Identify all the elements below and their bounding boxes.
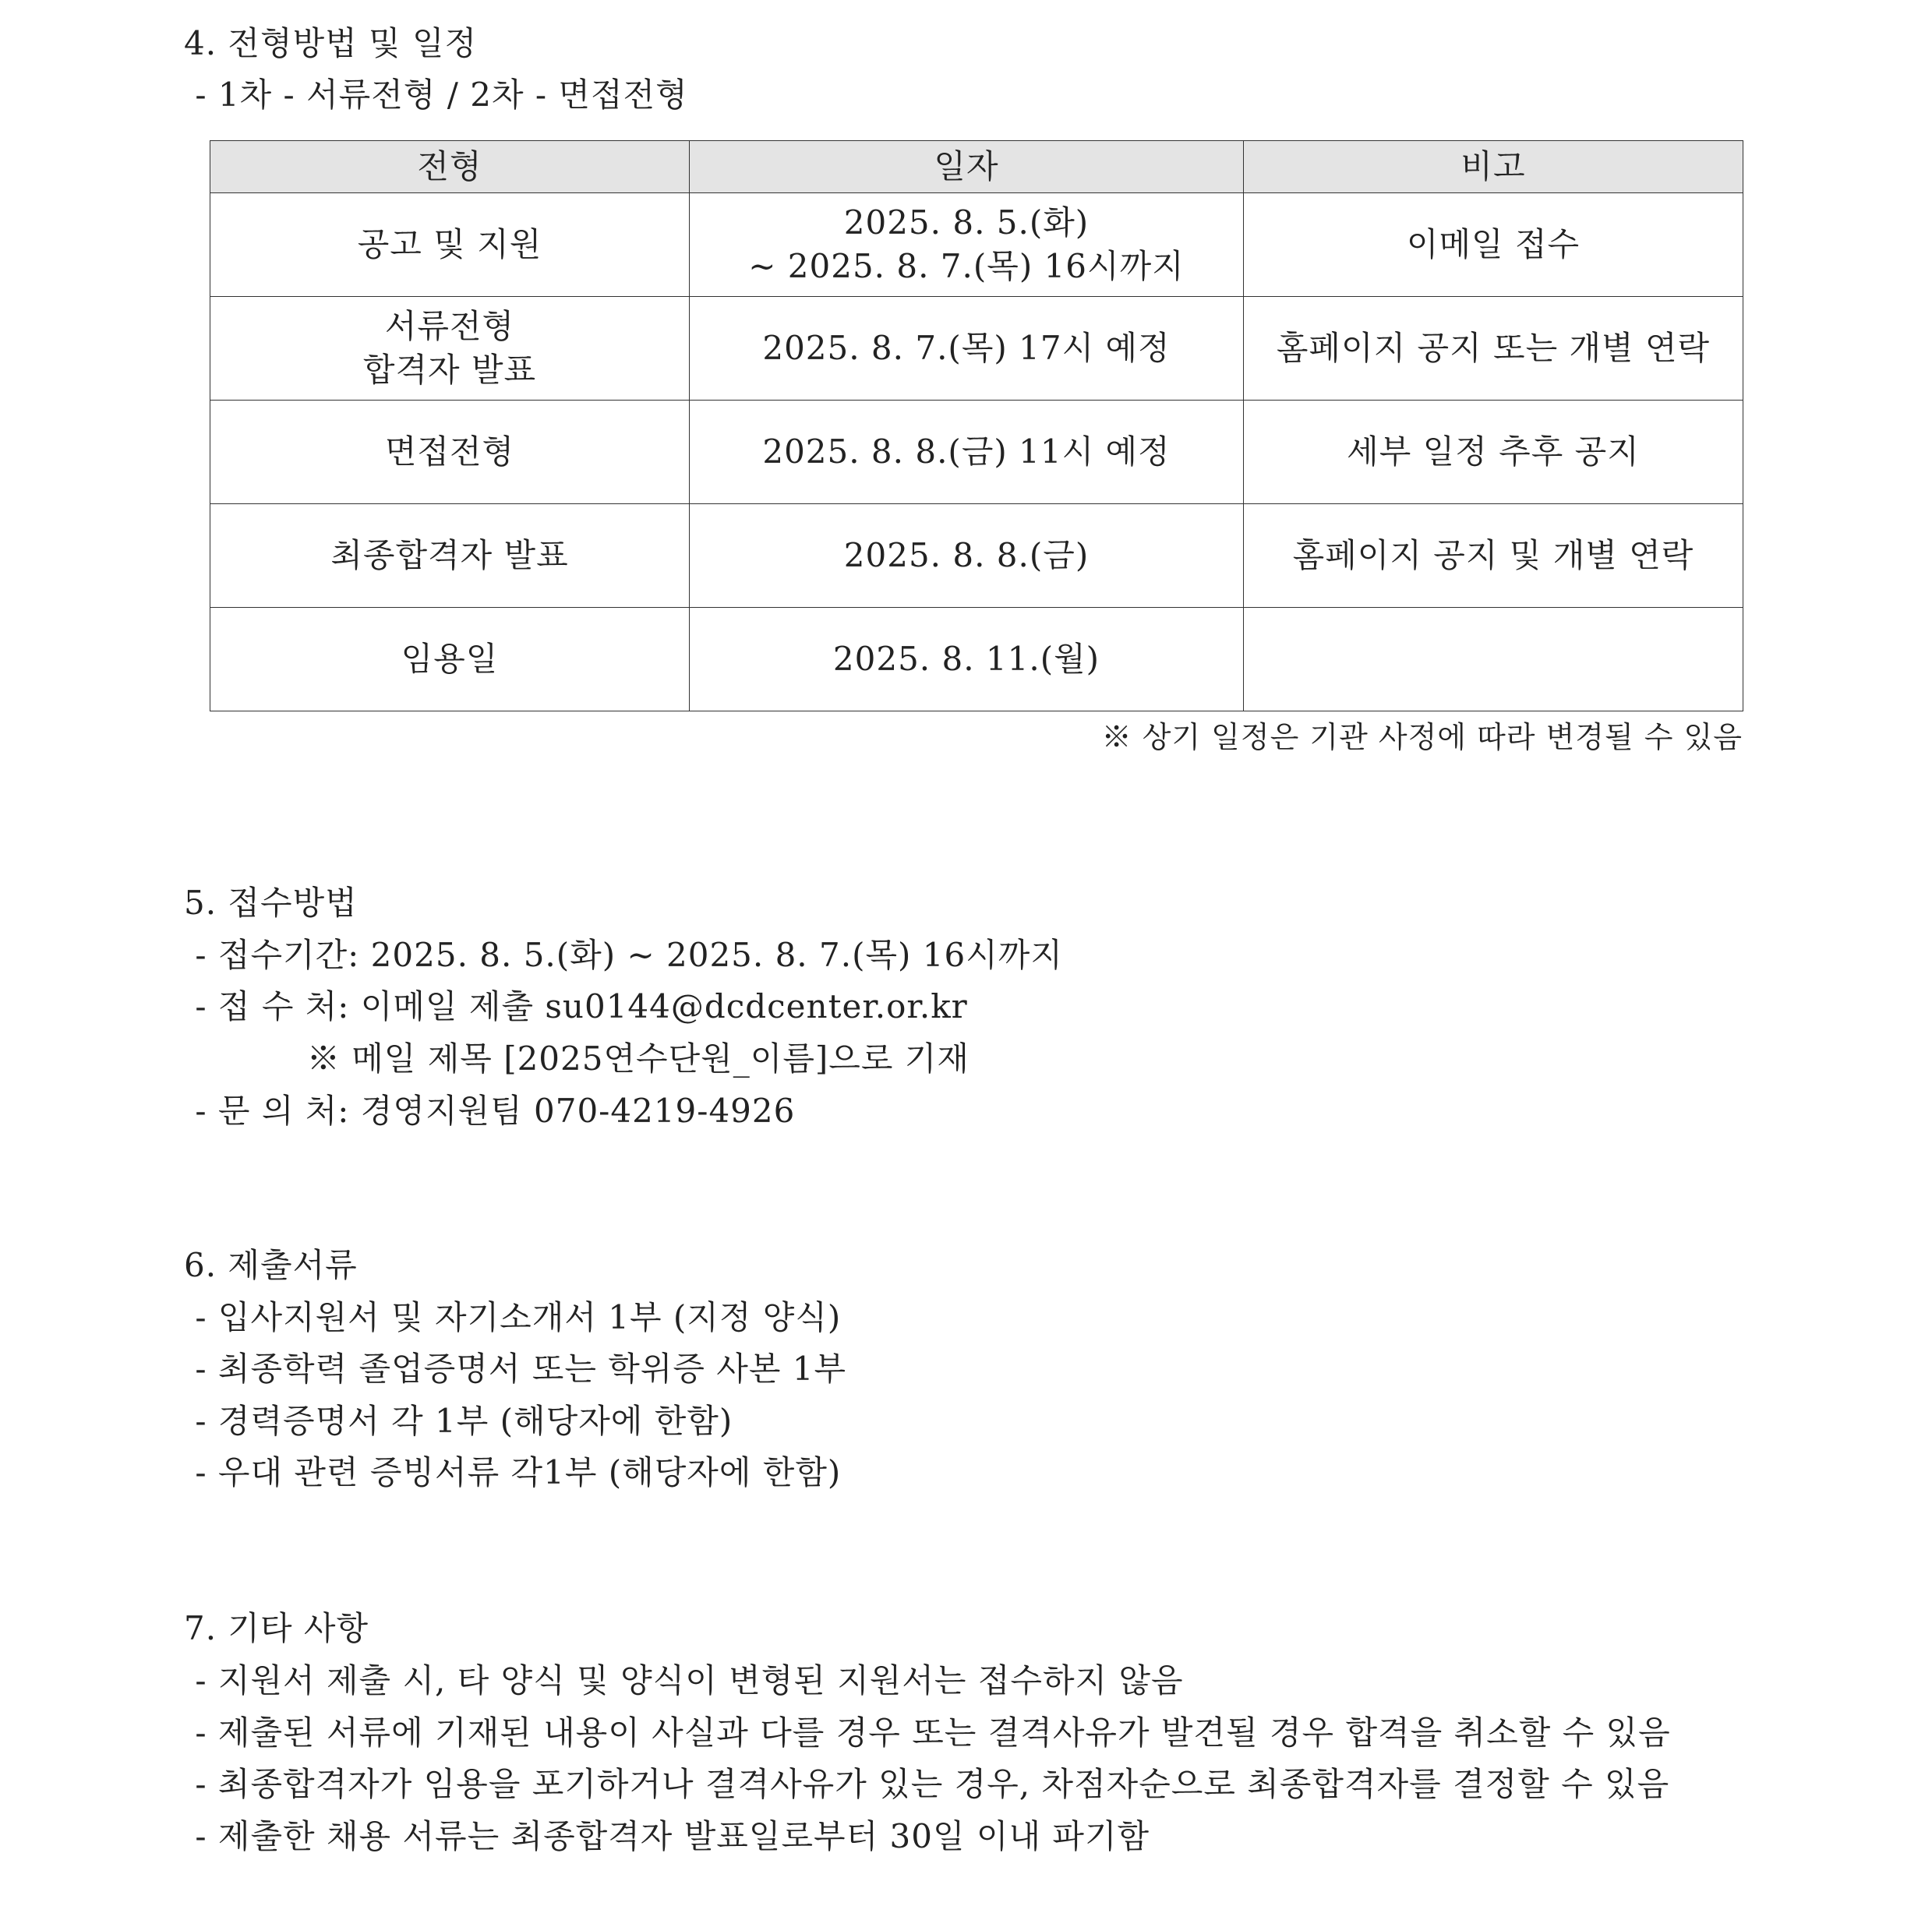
table-cell-remarks bbox=[1244, 608, 1743, 711]
cell-text: 서류전형 합격자 발표 bbox=[362, 307, 537, 389]
cell-text: 세부 일정 추후 공지 bbox=[1347, 432, 1640, 471]
schedule-table bbox=[210, 140, 1743, 711]
cell-text: 2025. 8. 11.(월) bbox=[832, 640, 1100, 678]
table-row bbox=[210, 297, 1743, 401]
table-cell-stage bbox=[210, 608, 690, 711]
table-cell-date bbox=[690, 193, 1244, 297]
table-header-stage: 전형 bbox=[210, 141, 690, 193]
cell-text: 홈페이지 공지 및 개별 연락 bbox=[1292, 536, 1694, 574]
table-cell-date bbox=[690, 401, 1244, 504]
schedule-note: ※ 상기 일정은 기관 사정에 따라 변경될 수 있음 bbox=[1101, 720, 1743, 754]
cell-text: 2025. 8. 8.(금) 11시 예정 bbox=[762, 432, 1171, 471]
section4-heading: 4. 전형방법 및 일정 bbox=[184, 24, 478, 62]
table-cell-date bbox=[690, 608, 1244, 711]
cell-text: 이메일 접수 bbox=[1406, 225, 1581, 263]
schedule-table-header-row bbox=[210, 141, 1743, 193]
cell-text: 홈페이지 공지 또는 개별 연락 bbox=[1276, 329, 1711, 367]
table-cell-stage bbox=[210, 401, 690, 504]
table-cell-remarks bbox=[1244, 297, 1743, 401]
table-cell-stage bbox=[210, 504, 690, 608]
table-cell-date bbox=[690, 504, 1244, 608]
cell-text: 면접전형 bbox=[384, 432, 515, 471]
section7-line-4: - 제출한 채용 서류는 최종합격자 발표일로부터 30일 이내 파기함 bbox=[184, 1817, 1150, 1855]
table-row bbox=[210, 504, 1743, 608]
cell-text: 2025. 8. 8.(금) bbox=[843, 536, 1090, 574]
section7-heading: 7. 기타 사항 bbox=[184, 1609, 369, 1647]
table-row bbox=[210, 193, 1743, 297]
table-cell-remarks bbox=[1244, 193, 1743, 297]
section4-subline: - 1차 - 서류전형 / 2차 - 면접전형 bbox=[184, 76, 688, 114]
table-cell-date bbox=[690, 297, 1244, 401]
section5-line-period: - 접수기간: 2025. 8. 5.(화) ~ 2025. 8. 7.(목) 16시까지 bbox=[184, 936, 1063, 974]
cell-text: 임용일 bbox=[401, 640, 499, 678]
section5-line-contact: - 문 의 처: 경영지원팀 070-4219-4926 bbox=[184, 1092, 796, 1130]
section5-line-place: - 접 수 처: 이메일 제출 su0144@dcdcenter.or.kr bbox=[184, 987, 968, 1025]
table-cell-remarks bbox=[1244, 401, 1743, 504]
table-header-date: 일자 bbox=[690, 141, 1244, 193]
cell-text: 2025. 8. 5.(화) ~ 2025. 8. 7.(목) 16시까지 bbox=[748, 203, 1185, 285]
table-cell-stage bbox=[210, 193, 690, 297]
section6-heading: 6. 제출서류 bbox=[184, 1246, 358, 1284]
cell-text: 최종합격자 발표 bbox=[330, 536, 569, 574]
section6-line-2: - 최종학력 졸업증명서 또는 학위증 사본 1부 bbox=[184, 1350, 847, 1388]
section7-line-2: - 제출된 서류에 기재된 내용이 사실과 다를 경우 또는 결격사유가 발견될 경우 합격을 취소할 수 있음 bbox=[184, 1714, 1671, 1752]
section5-heading: 5. 접수방법 bbox=[184, 884, 358, 922]
section5-line-mail-subject: ※ 메일 제목 [2025연수단원_이름]으로 기재 bbox=[184, 1039, 970, 1078]
table-cell-stage bbox=[210, 297, 690, 401]
section7-line-3: - 최종합격자가 임용을 포기하거나 결격사유가 있는 경우, 차점자순으로 최종합격자를 결정할 수 있음 bbox=[184, 1765, 1670, 1803]
table-header-remarks: 비고 bbox=[1244, 141, 1743, 193]
section6-line-1: - 입사지원서 및 자기소개서 1부 (지정 양식) bbox=[184, 1298, 842, 1336]
table-cell-remarks bbox=[1244, 504, 1743, 608]
cell-text: 2025. 8. 7.(목) 17시 예정 bbox=[762, 329, 1171, 367]
table-row bbox=[210, 401, 1743, 504]
section7-line-1: - 지원서 제출 시, 타 양식 및 양식이 변형된 지원서는 접수하지 않음 bbox=[184, 1661, 1184, 1699]
section6-line-3: - 경력증명서 각 1부 (해당자에 한함) bbox=[184, 1402, 733, 1440]
cell-text: 공고 및 지원 bbox=[357, 225, 542, 263]
section6-line-4: - 우대 관련 증빙서류 각1부 (해당자에 한함) bbox=[184, 1453, 842, 1491]
table-row bbox=[210, 608, 1743, 711]
